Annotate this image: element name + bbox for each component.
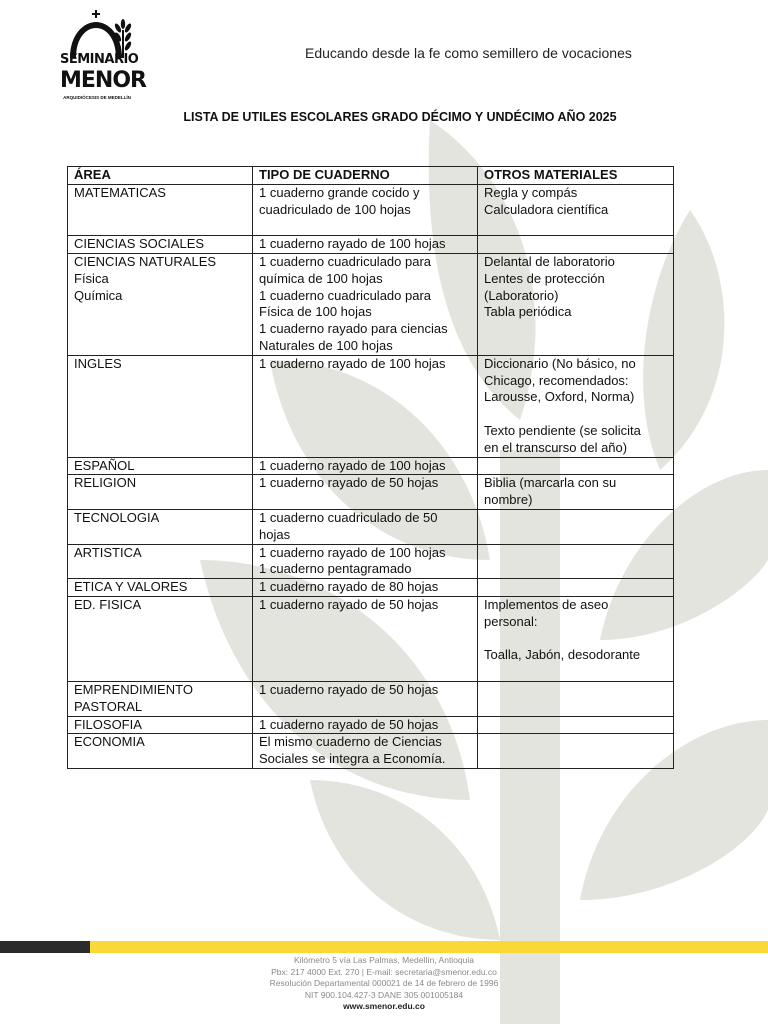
footer-dark-bar [0,941,90,953]
cell-text-line: TECNOLOGIA [74,509,160,525]
table-row [68,716,674,734]
cell-otros [478,716,674,734]
page-title: LISTA DE UTILES ESCOLARES GRADO DÉCIMO Y UNDÉCIMO AÑO 2025 [183,110,617,124]
cell-area [68,457,253,475]
cell-cuaderno [253,236,478,254]
cell-area [68,509,253,544]
cell-otros [478,253,674,355]
cell-text-line: 1 cuaderno cuadriculado para [259,287,432,303]
cell-area [68,596,253,681]
table-row [68,579,674,597]
cell-otros [478,579,674,597]
cell-text-line: Larousse, Oxford, Norma) [484,389,635,405]
cell-text-line: Lentes de protección [484,270,605,286]
cell-text-line: 1 cuaderno rayado para ciencias [259,321,448,337]
cell-text-line [484,664,667,681]
cell-text-line: CIENCIAS SOCIALES [74,236,205,252]
cell-text-line: personal: [484,613,538,629]
footer [0,955,768,1013]
cell-cuaderno [253,716,478,734]
footer-nit: NIT 900.104.427-3 DANE 305 001005184 [304,989,464,1000]
cell-area [68,734,253,769]
cell-cuaderno [253,355,478,457]
cell-text-line: Sociales se integra a Economía. [259,751,446,767]
cell-text-line: RELIGION [74,475,137,491]
cell-area [68,716,253,734]
cell-area [68,681,253,716]
cell-otros [478,596,674,681]
cell-text-line: Texto pendiente (se solicita [484,422,641,438]
cell-otros [478,509,674,544]
logo-line-seminario: SEMINARIO [60,52,139,67]
table-body [68,184,674,768]
footer-contact: Pbx: 217 4000 Ext. 270 | E-mail: secretaria@smenor.edu.co [271,966,497,977]
cell-text-line: Diccionario (No básico, no [484,355,636,371]
table-row [68,681,674,716]
cell-cuaderno [253,734,478,769]
table-row [68,509,674,544]
cell-text-line: Toalla, Jabón, desodorante [484,647,641,663]
cell-area [68,184,253,235]
cell-text-line: (Laboratorio) [484,287,559,303]
cell-cuaderno [253,457,478,475]
cell-cuaderno [253,544,478,579]
cell-text-line: CIENCIAS NATURALES [74,253,217,269]
cell-cuaderno [253,184,478,235]
cell-text-line: ED. FISICA [74,596,142,612]
cell-area [68,544,253,579]
cell-otros [478,544,674,579]
cell-text-line: Naturales de 100 hojas [259,337,393,353]
cell-text-line [484,631,667,648]
header-area: ÁREA [68,167,253,185]
table-row [68,544,674,579]
footer-website-link[interactable]: www.smenor.edu.co [343,1001,425,1011]
cell-text-line: 1 cuaderno cuadriculado de 50 [259,509,438,525]
cell-text-line: nombre) [484,492,533,508]
header-otros: OTROS MATERIALES [478,167,674,185]
cell-text-line: en el transcurso del año) [484,439,628,455]
cell-area [68,475,253,510]
logo-line-menor: MENOR [60,68,146,93]
cell-otros [478,734,674,769]
cell-cuaderno [253,475,478,510]
cell-otros [478,457,674,475]
cell-area [68,579,253,597]
cell-text-line: FILOSOFIA [74,716,142,732]
cell-text-line: Chicago, recomendados: [484,372,629,388]
cell-text-line: 1 cuaderno grande cocido y [259,184,420,200]
cell-text-line: 1 cuaderno rayado de 50 hojas [259,596,439,612]
cell-cuaderno [253,253,478,355]
cell-otros [478,355,674,457]
cell-area [68,253,253,355]
supplies-table [67,166,674,769]
cell-cuaderno [253,596,478,681]
table-row [68,596,674,681]
cell-area [68,355,253,457]
cell-text-line: Biblia (marcarla con su [484,475,617,491]
cell-text-line: cuadriculado de 100 hojas [259,201,411,217]
cell-text-line: INGLES [74,355,122,371]
cell-otros [478,236,674,254]
cell-text-line: Implementos de aseo [484,596,609,612]
cell-text-line: MATEMATICAS [74,184,166,200]
cell-text-line: hojas [259,526,291,542]
table-row [68,236,674,254]
footer-yellow-bar [90,941,768,953]
cell-text-line: Regla y compás [484,184,578,200]
cell-text-line: 1 cuaderno pentagramado [259,561,412,577]
cell-text-line: química de 100 hojas [259,270,383,286]
cell-area [68,236,253,254]
cell-text-line [259,218,471,235]
cell-text-line: 1 cuaderno rayado de 50 hojas [259,716,439,732]
cell-text-line: Química [74,287,123,303]
motto-text: Educando desde la fe como semillero de vocaciones [305,45,632,61]
cell-text-line: PASTORAL [74,698,143,714]
cell-text-line: Delantal de laboratorio [484,253,615,269]
cell-text-line: Calculadora científica [484,201,609,217]
table-row [68,184,674,235]
cell-text-line: 1 cuaderno rayado de 100 hojas [259,355,446,371]
cell-cuaderno [253,509,478,544]
logo-line-arquidiocesis: ARQUIDIÓCESIS DE MEDELLÍN [63,95,131,100]
table-row [68,734,674,769]
cell-text-line: ESPAÑOL [74,457,135,473]
cell-text-line: 1 cuaderno rayado de 50 hojas [259,475,439,491]
table-row [68,355,674,457]
cell-text-line: 1 cuaderno rayado de 100 hojas [259,236,446,252]
header-cuaderno: TIPO DE CUADERNO [253,167,478,185]
cell-text-line: 1 cuaderno rayado de 100 hojas [259,457,446,473]
cell-text-line: 1 cuaderno rayado de 80 hojas [259,579,439,595]
cell-cuaderno [253,579,478,597]
cell-otros [478,184,674,235]
cell-text-line: Física de 100 hojas [259,304,372,320]
cell-text-line: 1 cuaderno cuadriculado para [259,253,432,269]
cell-otros [478,681,674,716]
table-header-row [68,167,674,185]
cell-text-line [484,406,667,423]
table-row [68,475,674,510]
footer-resolution: Resolución Departamental 000021 de 14 de febrero de 1996 [269,978,499,988]
table-row [68,253,674,355]
cell-cuaderno [253,681,478,716]
cell-text-line: 1 cuaderno rayado de 100 hojas [259,544,446,560]
cell-text-line: ETICA Y VALORES [74,579,188,595]
cell-text-line: Tabla periódica [484,304,572,320]
cell-text-line: ECONOMIA [74,734,145,750]
cell-text-line: ARTISTICA [74,544,142,560]
cell-otros [478,475,674,510]
cell-text-line: 1 cuaderno rayado de 50 hojas [259,681,439,697]
table-row [68,457,674,475]
cell-text-line: EMPRENDIMIENTO [74,681,193,697]
cell-text-line: El mismo cuaderno de Ciencias [259,734,442,750]
cell-text-line: Física [74,270,109,286]
footer-address: Kilómetro 5 vía Las Palmas, Medellín, Antioquia [293,955,474,965]
